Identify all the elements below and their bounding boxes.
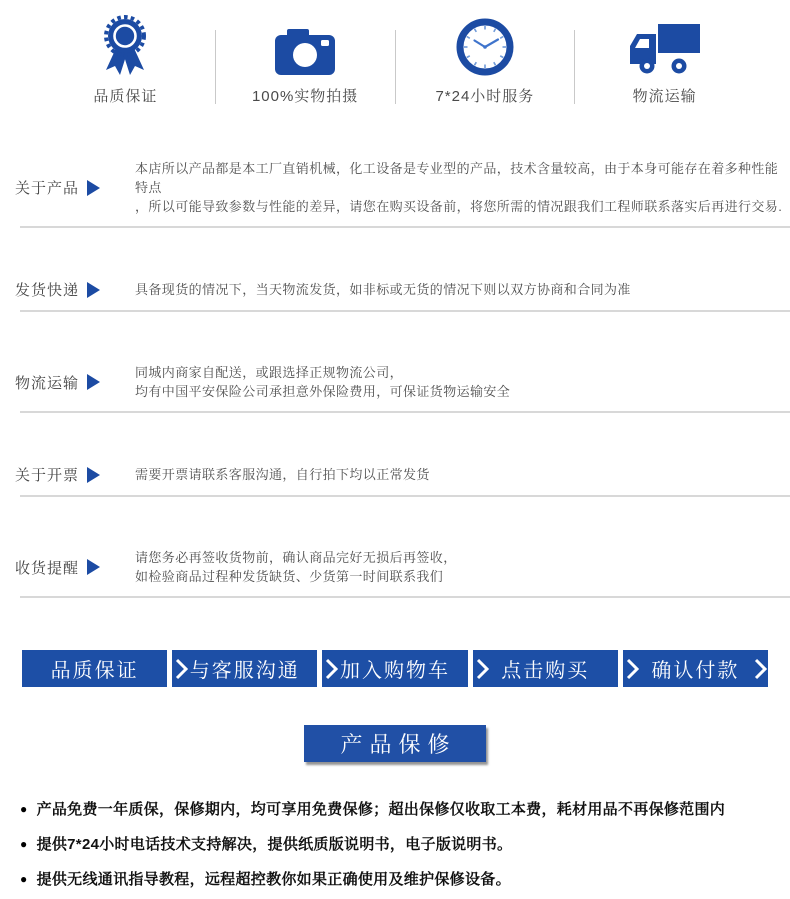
section-label: 收货提醒 xyxy=(15,559,80,577)
section-text-line: ，所以可能导致参数与性能的差异，请您在购买设备前，将您所需的情况跟我们工程师联系落实后再进行交易. xyxy=(135,199,783,214)
arrow-right-icon xyxy=(87,180,100,196)
feature-label: 7*24小时服务 xyxy=(435,88,535,105)
warranty-title: 产品保修 xyxy=(340,732,457,757)
features-bar xyxy=(0,0,790,106)
feature-quality xyxy=(38,20,213,106)
step-label: 与客服沟通 xyxy=(189,660,300,682)
bullet-text: 提供无线通讯指导教程，远程超控教你如果正确使用及维护保修设备。 xyxy=(36,871,511,888)
section-text-line: 需要开票请联系客服沟通，自行拍下均以正常发货 xyxy=(135,467,430,482)
camera-icon xyxy=(275,20,335,76)
section-text-line: 请您务必再签收货物前，确认商品完好无损后再签收， xyxy=(135,550,457,565)
section-label-wrap xyxy=(15,372,111,393)
feature-logistics xyxy=(577,20,752,106)
section-content xyxy=(135,363,510,401)
bullet-text: 提供7*24小时电话技术支持解决，提供纸质版说明书，电子版说明书。 xyxy=(36,836,513,853)
bullet-dot-icon: ● xyxy=(20,837,28,851)
section-label: 关于开票 xyxy=(15,467,80,484)
feature-label: 品质保证 xyxy=(93,88,158,105)
chevron-right-icon xyxy=(175,658,188,680)
step-click-buy xyxy=(473,650,618,687)
step-label: 品质保证 xyxy=(50,660,139,682)
medal-icon xyxy=(96,14,154,76)
section-text-line: 本店所以产品都是本工厂直销机械，化工设备是专业型的产品，技术含量较高，由于本身可能存在着多种性能特点 xyxy=(135,161,779,195)
section-label: 物流运输 xyxy=(15,374,80,392)
section-invoice xyxy=(0,413,790,497)
divider xyxy=(20,596,790,598)
bullet-item xyxy=(20,799,790,820)
warranty-bullets xyxy=(20,799,790,890)
chevron-right-icon xyxy=(754,658,767,680)
section-content xyxy=(135,280,631,299)
step-contact-service xyxy=(172,650,317,687)
section-logistics xyxy=(0,312,790,413)
step-label: 加入购物车 xyxy=(340,660,450,682)
section-label-wrap xyxy=(15,557,111,578)
step-confirm-payment xyxy=(623,650,768,687)
section-label-wrap xyxy=(15,177,111,198)
bullet-item xyxy=(20,869,790,890)
step-label: 点击购买 xyxy=(501,660,590,682)
chevron-right-icon xyxy=(325,658,338,680)
arrow-right-icon xyxy=(87,374,100,390)
bullet-item xyxy=(20,834,790,855)
bullet-text: 产品免费一年质保，保修期内，均可享用免费保修；超出保修仅收取工本费，耗材用品不再保修范围内 xyxy=(36,801,726,818)
arrow-right-icon xyxy=(87,282,100,298)
info-sections xyxy=(0,108,790,598)
bullet-dot-icon: ● xyxy=(20,872,28,886)
section-text-line: 同城内商家自配送，或跟选择正规物流公司， xyxy=(135,365,404,380)
clock-icon xyxy=(456,18,514,76)
section-receiving xyxy=(0,497,790,598)
vertical-divider xyxy=(395,30,396,104)
truck-icon xyxy=(628,20,702,76)
arrow-right-icon xyxy=(87,559,100,575)
feature-label: 物流运输 xyxy=(632,88,697,105)
section-text-line: 如检验商品过程种发货缺货、少货第一时间联系我们 xyxy=(135,569,444,584)
arrow-right-icon xyxy=(87,467,100,483)
section-label: 关于产品 xyxy=(15,180,80,197)
section-about-product xyxy=(0,108,790,228)
feature-real-photo xyxy=(218,20,393,106)
warranty-banner xyxy=(304,725,486,762)
vertical-divider xyxy=(215,30,216,104)
section-label-wrap xyxy=(15,464,111,485)
section-content xyxy=(135,548,457,586)
section-text-line: 均有中国平安保险公司承担意外保险费用，可保证货物运输安全 xyxy=(135,384,511,399)
chevron-right-icon xyxy=(626,658,639,680)
bullet-dot-icon: ● xyxy=(20,802,28,816)
section-content xyxy=(135,159,790,216)
purchase-steps-banner xyxy=(22,650,768,687)
section-shipping xyxy=(0,228,790,312)
chevron-right-icon xyxy=(476,658,489,680)
section-content xyxy=(135,465,430,484)
section-label-wrap xyxy=(15,279,111,300)
section-label: 发货快递 xyxy=(15,282,80,299)
feature-label: 100%实物拍摄 xyxy=(251,88,359,105)
feature-service xyxy=(398,20,573,106)
step-quality xyxy=(22,650,167,687)
step-label: 确认付款 xyxy=(651,660,740,682)
section-text-line: 具备现货的情况下，当天物流发货，如非标或无货的情况下则以双方协商和合同为准 xyxy=(135,282,631,297)
step-add-to-cart xyxy=(322,650,467,687)
vertical-divider xyxy=(574,30,575,104)
